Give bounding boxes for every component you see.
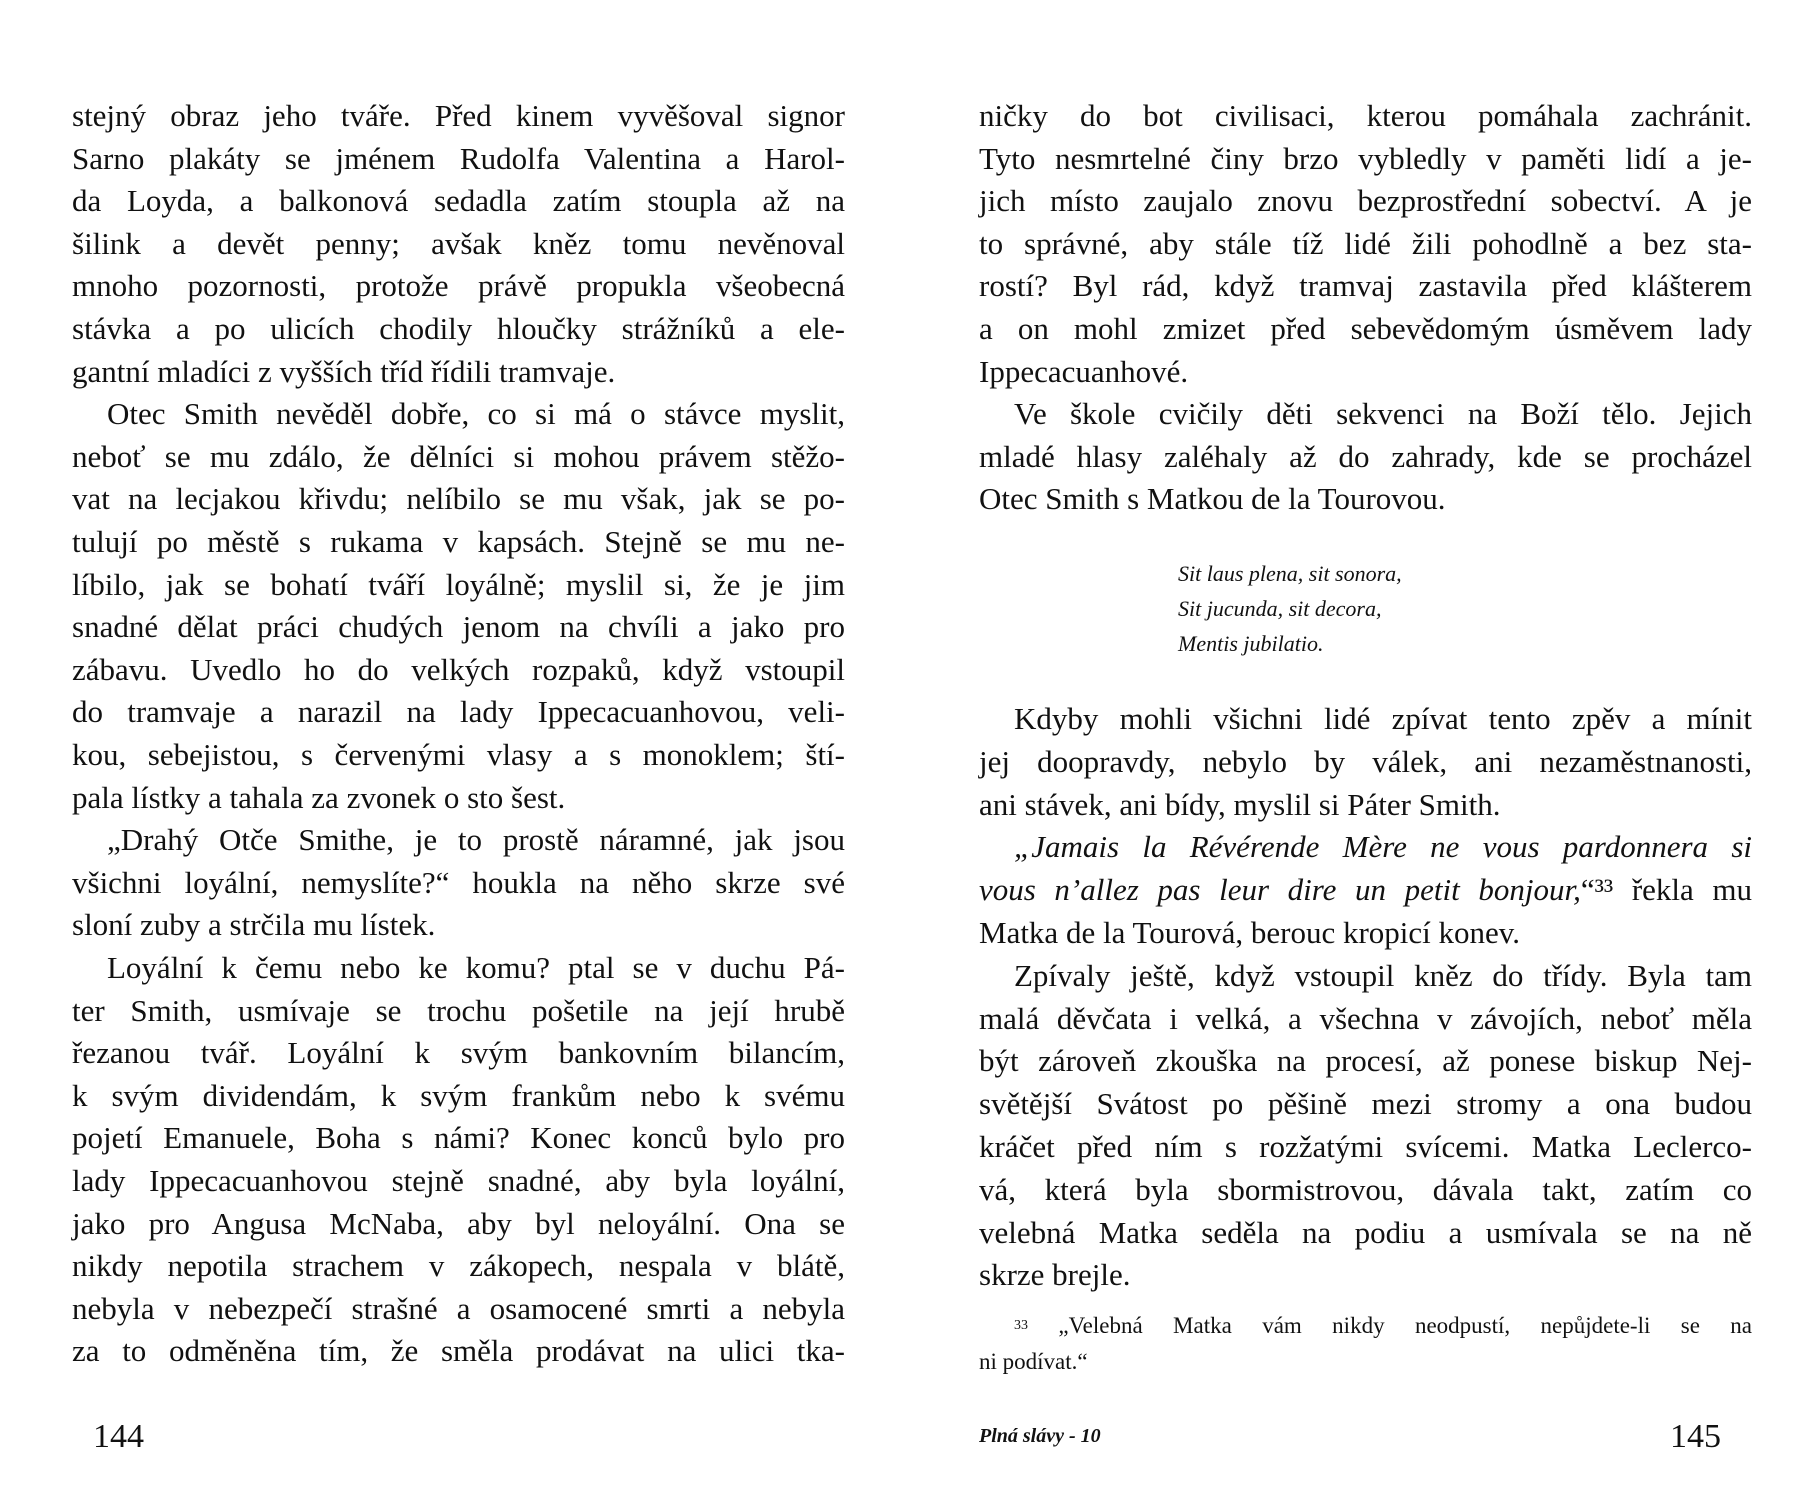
text-line: světější Svátost po pěšině mezi stromy a ona budou [979, 1086, 1752, 1122]
text-line: Zpívaly ještě, když vstoupil kněz do třídy. Byla tam [1014, 957, 1752, 993]
text-line: mnoho pozornosti, protože právě propukla všeobecná [72, 268, 845, 304]
text-line: pojetí Emanuele, Boha s námi? Konec konců bylo pro [72, 1120, 845, 1156]
text-line: být zároveň zkouška na procesí, až ponese biskup Nej- [979, 1043, 1752, 1079]
text-line: stejný obraz jeho tváře. Před kinem vyvěšoval signor [72, 98, 845, 133]
text-line: Tyto nesmrtelné činy brzo vybledly v paměti lidí a je- [979, 140, 1752, 176]
footnote-line: $^{33}$ „Velebná Matka vám nikdy neodpustí, nepůjdete-li se na [1014, 1313, 1753, 1338]
text-line: stávka a po ulicích chodily hloučky strážníků a ele- [72, 311, 845, 346]
running-footer: Plná slávy - 10 [979, 1425, 1101, 1447]
text-line: to správné, aby stále tíž lidé žili pohodlně a bez sta- [979, 225, 1752, 261]
text-line: vous n’allez pas leur dire un petit bonjour,“³³ řekla mu [979, 872, 1752, 908]
text-line: ter Smith, usmívaje se trochu pošetile na její hrubě [72, 992, 845, 1028]
text-line: lady Ippecacuanhovou stejně snadné, aby byla loyální, [72, 1163, 845, 1198]
text-line: do tramvaje a narazil na lady Ippecacuanhovou, veli- [72, 694, 845, 730]
footnote-line: ni podívat.“ [979, 1349, 1088, 1374]
text-line: Otec Smith s Matkou de la Tourovou. [979, 481, 1446, 517]
text-line: zábavu. Uvedlo ho do velkých rozpaků, když vstoupil [72, 651, 845, 687]
text-line: ničky do bot civilisaci, kterou pomáhala zachránit. [979, 98, 1752, 133]
text-line: jako pro Angusa McNaba, aby byl neloyální. Ona se [72, 1205, 845, 1241]
text-line: da Loyda, a balkonová sedadla zatím stoupla až na [72, 183, 845, 219]
text-line: jich místo zaujalo znovu bezprostřední sobectví. A je [979, 183, 1752, 219]
text-line: gantní mladíci z vyšších tříd řídili tramvaje. [72, 353, 616, 389]
text-line: neboť se mu zdálo, že dělníci si mohou právem stěžo- [72, 438, 845, 474]
text-line: Matka de la Tourová, berouc kropicí konev. [979, 915, 1521, 950]
text-line: líbilo, jak se bohatí tváří loyálně; myslil si, že je jim [72, 566, 845, 602]
text-line: kou, sebejistou, s červenými vlasy a s monoklem; ští- [72, 737, 845, 772]
poem-line: Sit laus plena, sit sonora, [1178, 561, 1402, 586]
text-line: za to odměněna tím, že směla prodávat na ulici tka- [72, 1333, 845, 1369]
text-line: Kdyby mohli všichni lidé zpívat tento zpěv a mínit [1014, 701, 1752, 736]
text-line: vá, která byla sbormistrovou, dávala takt, zatím co [979, 1171, 1752, 1207]
text-line: Ippecacuanhové. [979, 353, 1189, 389]
text-line: rostí? Byl rád, když tramvaj zastavila před klášterem [979, 268, 1752, 304]
footnote-marker: 33 [1014, 1318, 1028, 1333]
text-line: tulují po městě s rukama v kapsách. Stejně se mu ne- [72, 524, 845, 559]
text-line: malá děvčata i velká, a všechna v závojích, neboť měla [979, 1000, 1752, 1036]
text-line: mladé hlasy zaléhaly až do zahrady, kde se procházel [979, 438, 1752, 474]
text-line: nebyla v nebezpečí strašné a osamocené smrti a nebyla [72, 1290, 845, 1326]
text-line: Loyální k čemu nebo ke komu? ptal se v duchu Pá- [107, 950, 845, 985]
left-page [72, 0, 845, 1501]
page-number-right: 145 [1670, 1418, 1721, 1455]
text-line: jej doopravdy, nebylo by válek, ani nezaměstnanosti, [979, 743, 1752, 779]
text-line: kráčet před ním s rozžatými svícemi. Matka Leclerco- [979, 1129, 1752, 1164]
page-number-left: 144 [93, 1418, 144, 1455]
text-line: pala lístky a tahala za zvonek o sto šest. [72, 779, 566, 815]
text-line: a on mohl zmizet před sebevědomým úsměvem lady [979, 311, 1752, 346]
text-line: ani stávek, ani bídy, myslil si Páter Smith. [979, 786, 1501, 822]
text-line: nikdy nepotila strachem v zákopech, nespala v blátě, [72, 1248, 845, 1284]
text-line: Ve škole cvičily děti sekvenci na Boží tělo. Jejich [1014, 396, 1752, 432]
text-line: snadné dělat práci chudých jenom na chvíli a jako pro [72, 609, 845, 645]
text-line: k svým dividendám, k svým frankům nebo k svému [72, 1077, 845, 1113]
text-line: všichni loyální, nemyslíte?“ houkla na něho skrze své [72, 864, 845, 900]
text-line: „Drahý Otče Smithe, je to prostě náramné, jak jsou [107, 822, 845, 858]
text-line: Otec Smith nevěděl dobře, co si má o stávce myslit, [107, 396, 845, 432]
poem-line: Mentis jubilatio. [1178, 631, 1324, 656]
right-page [979, 0, 1752, 1501]
text-line: sloní zuby a strčila mu lístek. [72, 907, 436, 943]
text-line: vat na lecjakou křivdu; nelíbilo se mu však, jak se po- [72, 481, 845, 517]
text-line: Sarno plakáty se jménem Rudolfa Valentina a Harol- [72, 140, 845, 176]
text-line: velebná Matka seděla na podiu a usmívala se na ně [979, 1214, 1752, 1250]
text-line: řezanou tvář. Loyální k svým bankovním bilancím, [72, 1035, 845, 1071]
poem-line: Sit jucunda, sit decora, [1178, 596, 1382, 621]
text-line: skrze brejle. [979, 1257, 1131, 1293]
text-line: „Jamais la Révérende Mère ne vous pardonnera si [1014, 829, 1752, 865]
text-line: šilink a devět penny; avšak kněz tomu nevěnoval [72, 225, 845, 261]
